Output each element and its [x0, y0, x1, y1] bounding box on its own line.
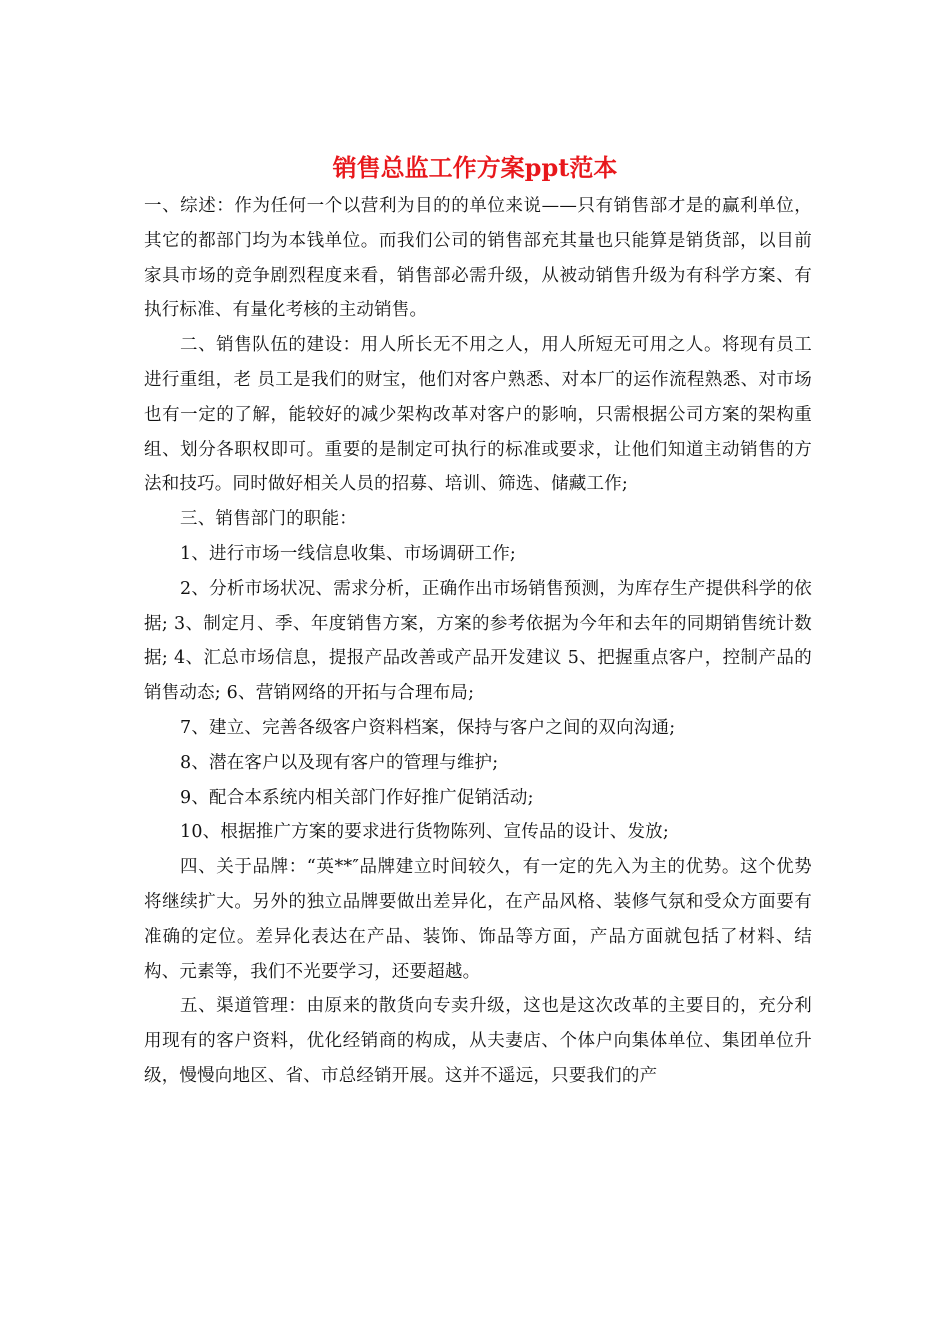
paragraph-function-9: 9、配合本系统内相关部门作好推广促销活动; [180, 787, 534, 808]
paragraph-function-1: 1、进行市场一线信息收集、市场调研工作; [180, 543, 517, 564]
document-title: 销售总监工作方案ppt范本 [332, 153, 618, 182]
paragraph-function-8: 8、潜在客户以及现有客户的管理与维护; [180, 752, 499, 773]
paragraph-function-10: 10、根据推广方案的要求进行货物陈列、宣传品的设计、发放; [180, 822, 669, 843]
paragraph-brand: 四、关于品牌：“英**″品牌建立时间较久，有一定的先入为主的优势。这个优势将继续扩大。另外的独立品牌要做出差异化，在产品风格、装修气氛和受众方面要有准确的定位。差异化表达在产品、装饰、饰品等方面，产品方面就包括了材料、结构、元素等，我们不光要学习，还要超越。 [144, 857, 812, 982]
paragraph-functions-2-6: 2、分析市场状况、需求分析，正确作出市场销售预测，为库存生产提供科学的依据; 3、制定月、季、年度销售方案，方案的参考依据为今年和去年的同期销售统计数据; 4、汇总市场信息，提报产品改善或产品开发建议 5、把握重点客户，控制产品的销售动态; 6、营销网络的开拓与合理布局; [144, 578, 812, 704]
paragraph-channel-management: 五、渠道管理：由原来的散货向专卖升级，这也是这次改革的主要目的，充分利用现有的客户资料，优化经销商的构成，从夫妻店、个体户向集体单位、集团单位升级，慢慢向地区、省、市总经销开展。这并不遥远，只要我们的产 [144, 996, 812, 1086]
paragraph-summary: 一、综述：作为任何一个以营利为目的的单位来说——只有销售部才是的赢利单位，其它的都部门均为本钱单位。而我们公司的销售部充其量也只能算是销货部，以目前家具市场的竞争剧烈程度来看，销售部必需升级，从被动销售升级为有科学方案、有执行标准、有量化考核的主动销售。 [144, 196, 812, 321]
paragraph-sales-team: 二、销售队伍的建设：用人所长无不用之人，用人所短无可用之人。将现有员工进行重组，老 员工是我们的财宝，他们对客户熟悉、对本厂的运作流程熟悉、对市场也有一定的了解，能较好的减少架构改革对客户的影响，只需根据公司方案的架构重组、划分各职权即可。重要的是制定可执行的标准或要求，让他们知道主动销售的方法和技巧。同时做好相关人员的招募、培训、筛选、储藏工作; [144, 335, 812, 495]
document-body [144, 189, 812, 1094]
paragraph-department-functions-heading: 三、销售部门的职能： [180, 509, 357, 530]
paragraph-function-7: 7、建立、完善各级客户资料档案，保持与客户之间的双向沟通; [180, 717, 676, 738]
